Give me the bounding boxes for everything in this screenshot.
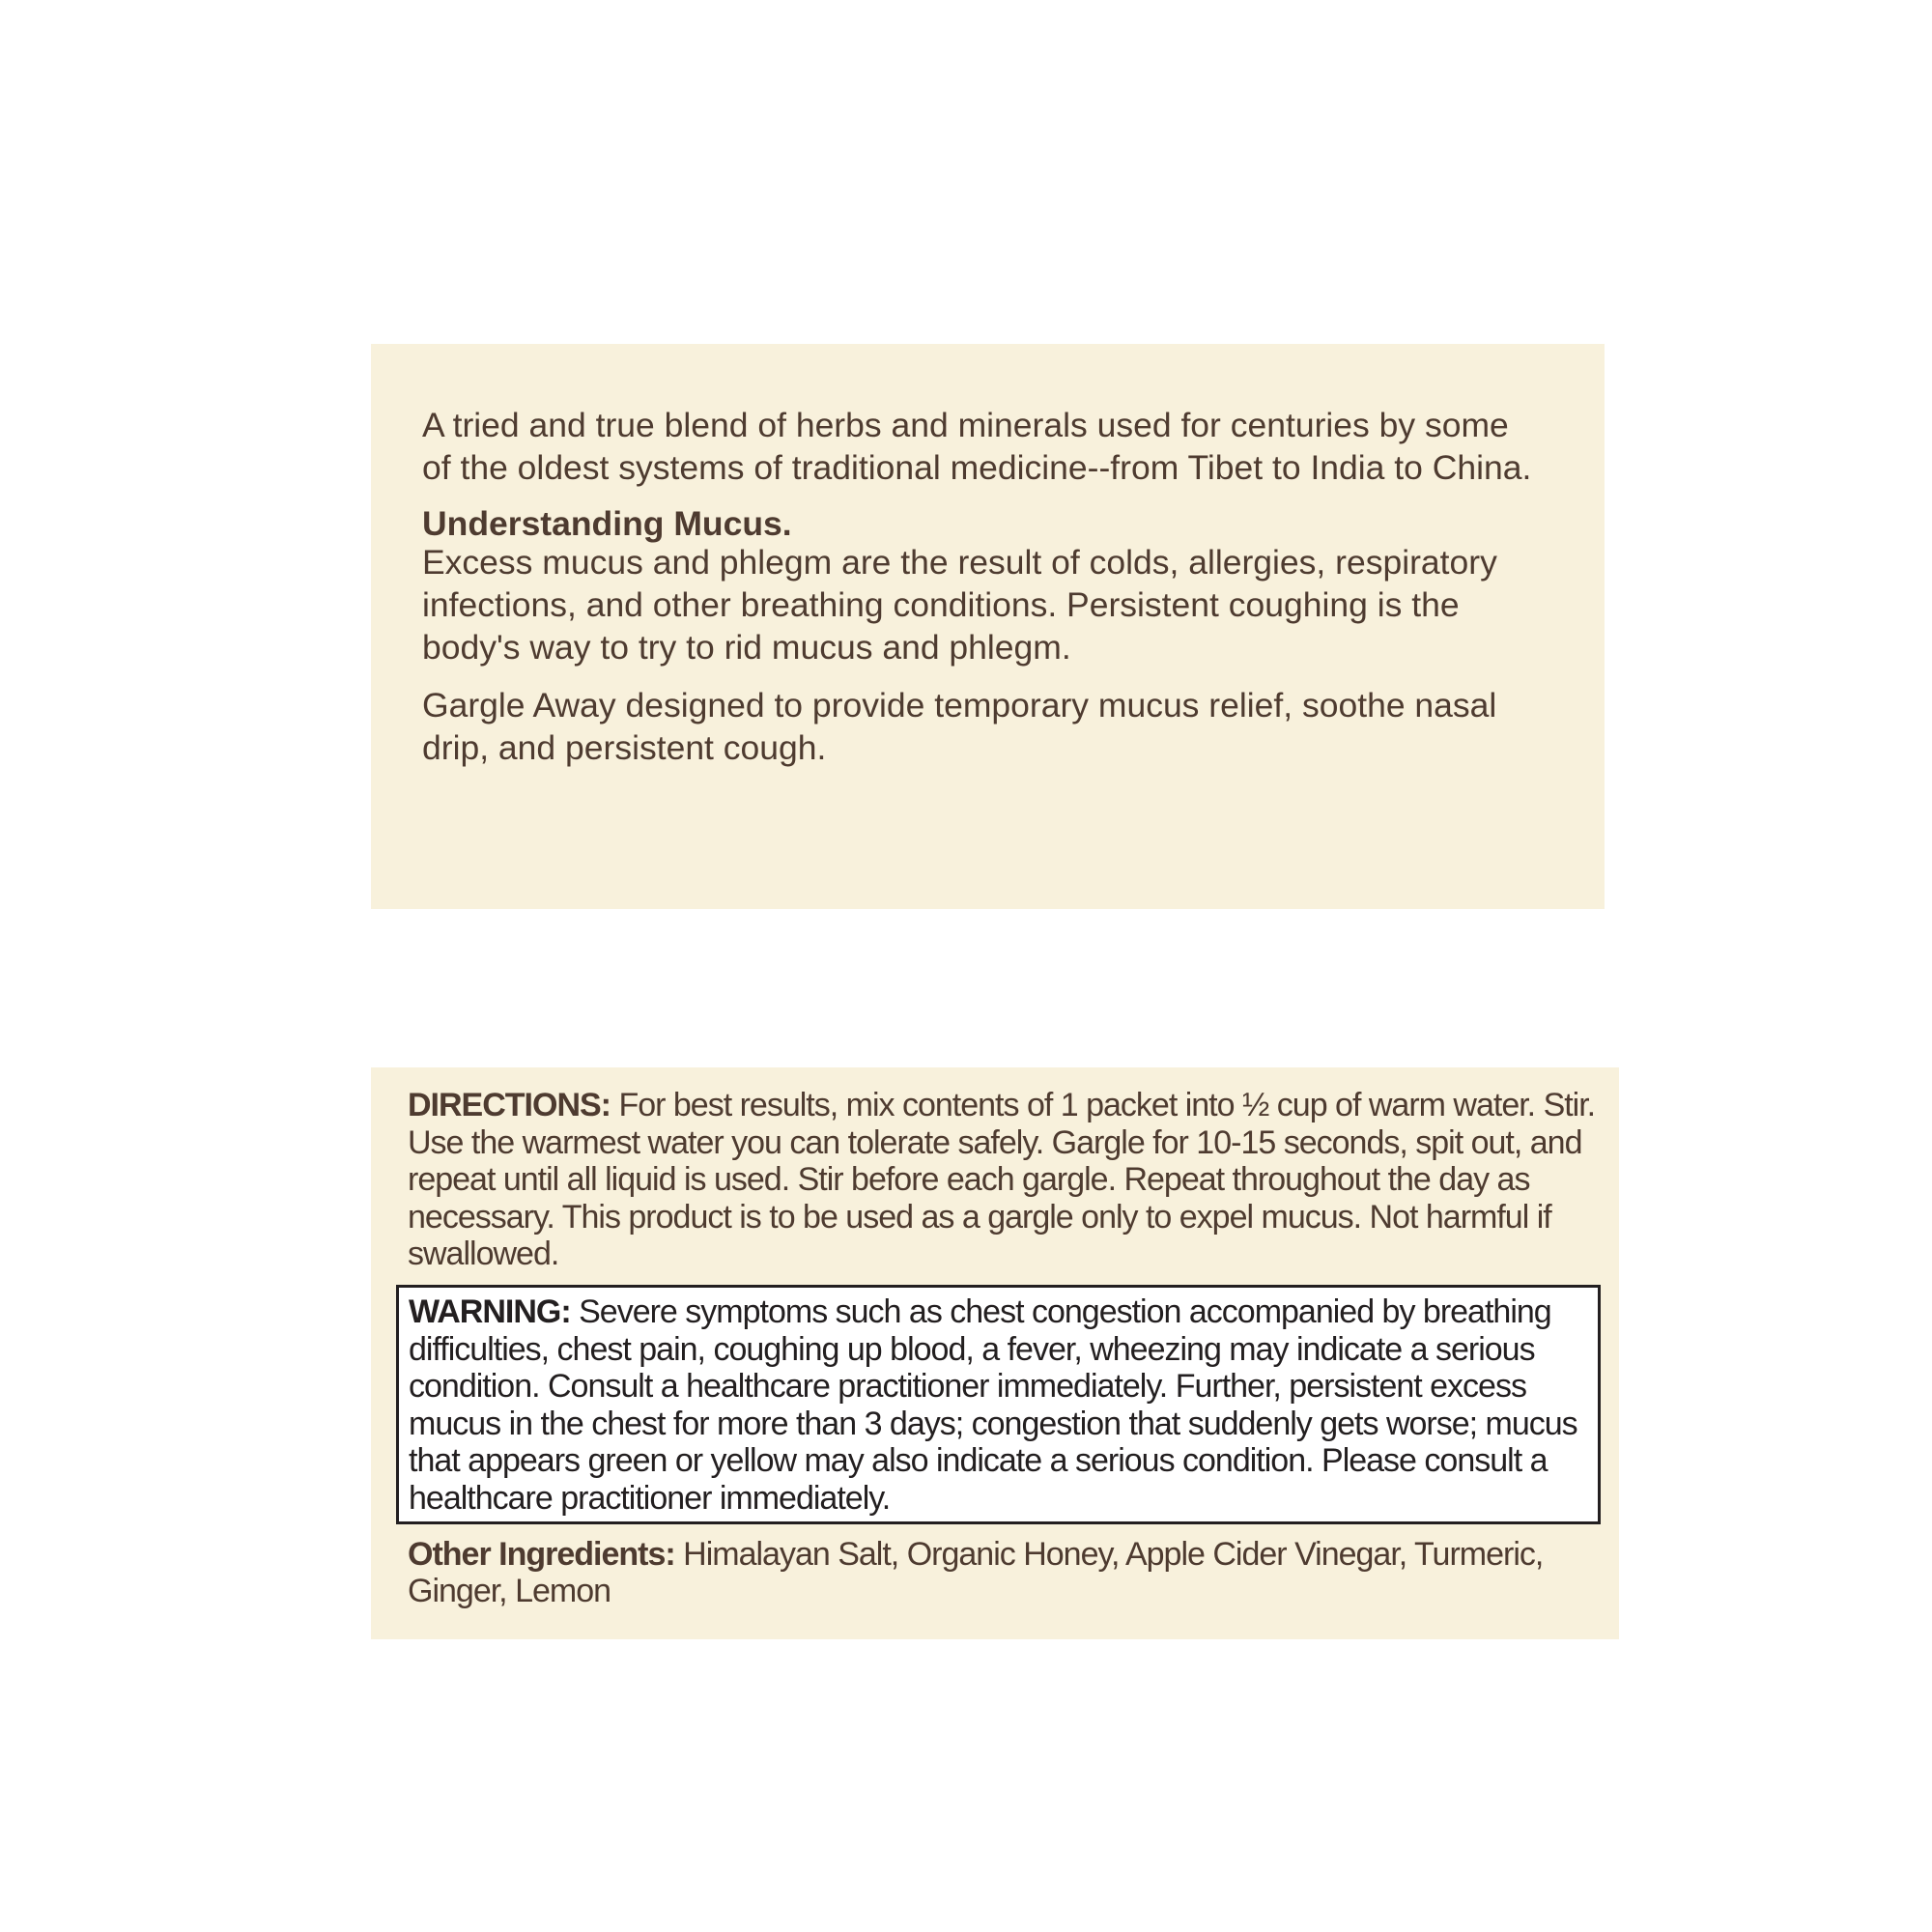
mucus-description: Excess mucus and phlegm are the result of colds, allergies, respiratory infections, and other breathing conditions. Persistent coughing is the body's way to try to rid mucus and phlegm. [422, 543, 1497, 667]
product-benefit-text: Gargle Away designed to provide temporary mucus relief, soothe nasal drip, and persistent cough. [422, 686, 1497, 767]
directions-text: For best results, mix contents of 1 packet into ½ cup of warm water. Stir. Use the warmest water you can tolerate safely. Gargle for 10-15 seconds, spit out, and repeat until all liquid is used. Stir before each gargle. Repeat throughout the day as necessary. This product is to be used as a gargle only to expel mucus. Not harmful if swallowed. [408, 1087, 1596, 1273]
understanding-mucus-heading: Understanding Mucus. [422, 504, 792, 543]
usage-info-panel [371, 1067, 1619, 1639]
product-description-panel [371, 344, 1605, 909]
warning-label: WARNING: [409, 1293, 571, 1330]
warning-box [396, 1285, 1601, 1524]
directions-label: DIRECTIONS: [408, 1087, 611, 1123]
directions-section [408, 1087, 1600, 1273]
ingredients-section [408, 1536, 1600, 1610]
intro-paragraph: A tried and true blend of herbs and minerals used for centuries by some of the oldest systems of traditional medicine--from Tibet to India to China. [422, 406, 1532, 487]
warning-section [409, 1293, 1588, 1518]
ingredients-text: Himalayan Salt, Organic Honey, Apple Cider Vinegar, Turmeric, Ginger, Lemon [408, 1535, 1544, 1610]
ingredients-label: Other Ingredients: [408, 1535, 675, 1573]
warning-text: Severe symptoms such as chest congestion accompanied by breathing difficulties, chest pain, coughing up blood, a fever, wheezing may indicate a serious condition. Consult a healthcare practitioner immediately. Further, persistent excess mucus in the chest for more than 3 days; congestion that suddenly gets worse; mucus that appears green or yellow may also indicate a serious condition. Please consult a healthcare practitioner immediately. [409, 1293, 1577, 1517]
